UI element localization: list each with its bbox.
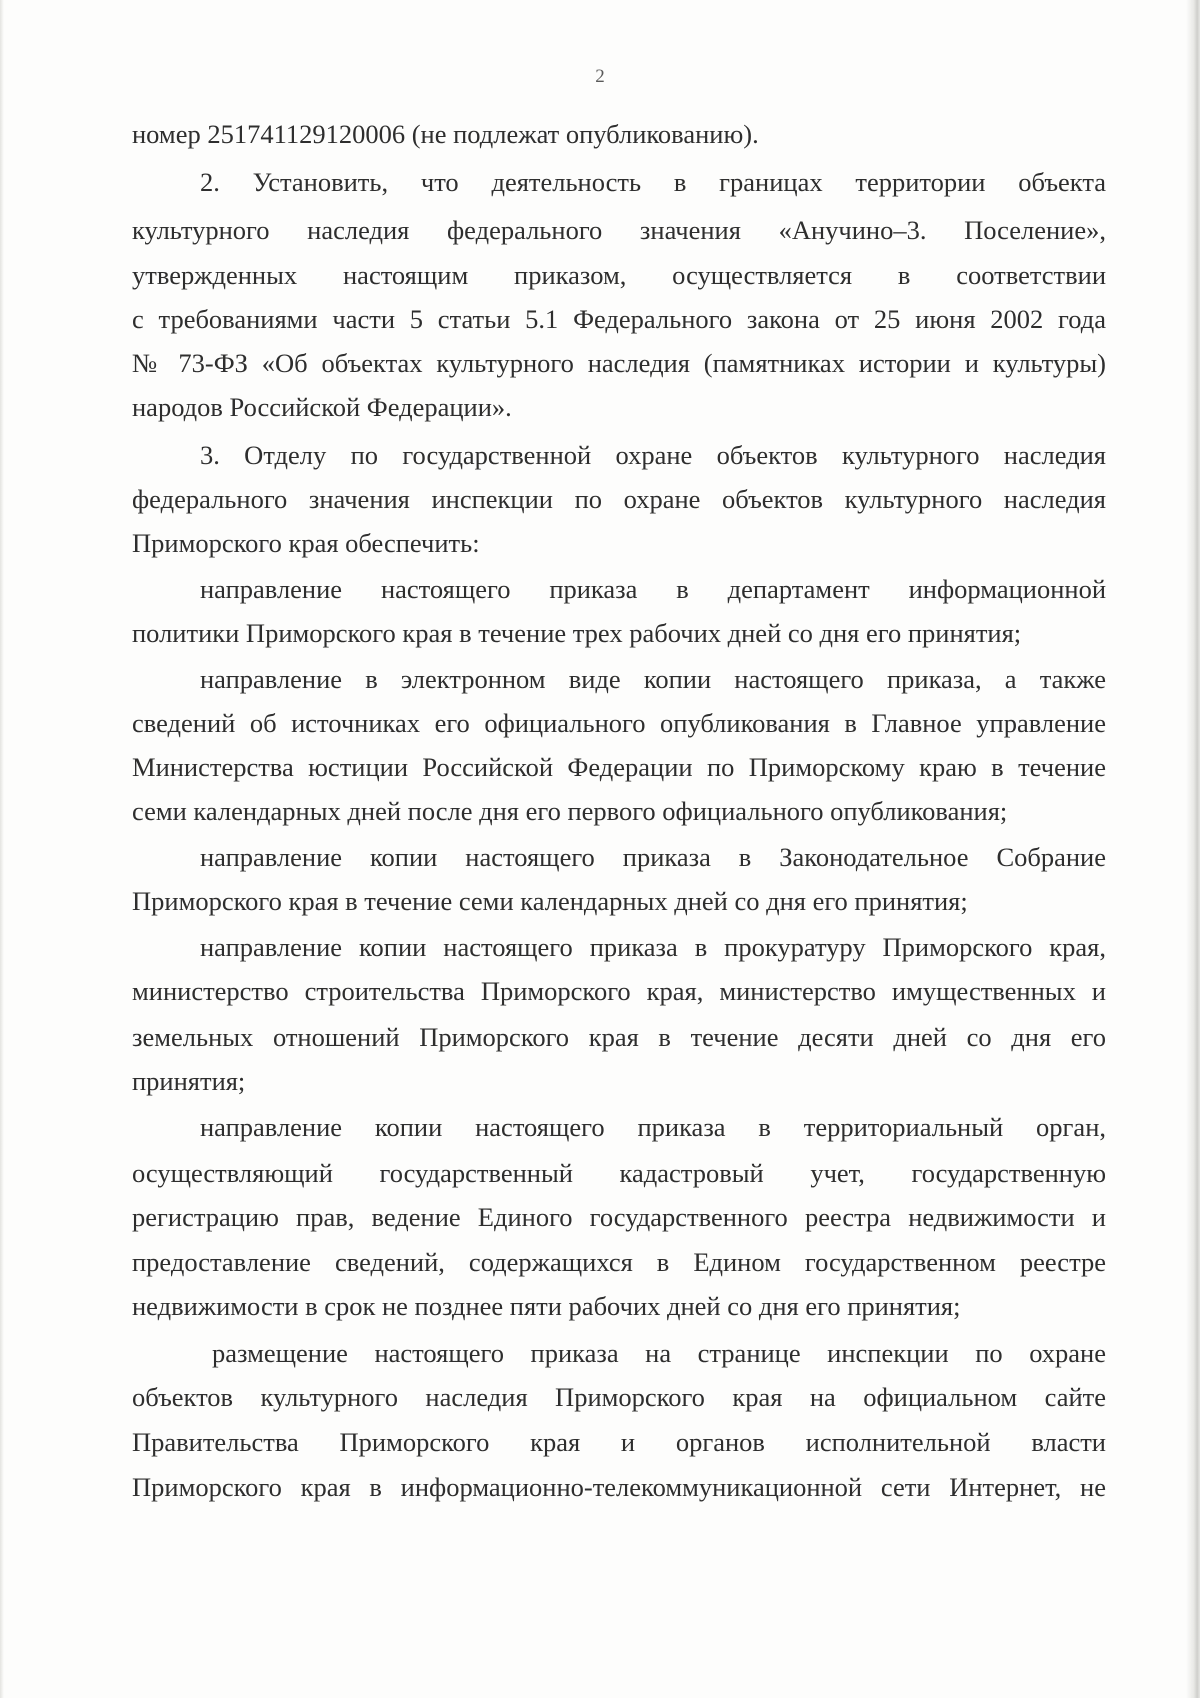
text-line: Министерства юстиции Российской Федерации по Приморскому краю в течение	[132, 752, 1106, 782]
text-line: 2. Установить, что деятельность в границах территории объекта	[200, 167, 1106, 197]
text-line: направление в электронном виде копии настоящего приказа, а также	[200, 664, 1106, 694]
text-line: регистрацию прав, ведение Единого государственного реестра недвижимости и	[132, 1202, 1106, 1232]
text-line: № 73-ФЗ «Об объектах культурного наследия (памятниках истории и культуры)	[132, 348, 1106, 378]
text-line: направление копии настоящего приказа в Законодательное Собрание	[200, 842, 1106, 872]
text-line: политики Приморского края в течение трех рабочих дней со дня его принятия;	[132, 618, 1022, 648]
text-line: направление настоящего приказа в департамент информационной	[200, 574, 1106, 604]
text-line: размещение настоящего приказа на странице инспекции по охране	[212, 1338, 1106, 1368]
text-line: номер 251741129120006 (не подлежат опубликованию).	[132, 119, 759, 149]
text-line: направление копии настоящего приказа в территориальный орган,	[200, 1112, 1106, 1142]
text-line: осуществляющий государственный кадастровый учет, государственную	[132, 1158, 1106, 1188]
text-line: направление копии настоящего приказа в прокуратуру Приморского края,	[200, 932, 1106, 962]
text-line: Правительства Приморского края и органов исполнительной власти	[132, 1427, 1106, 1457]
text-line: семи календарных дней после дня его первого официального опубликования;	[132, 796, 1008, 826]
text-line: объектов культурного наследия Приморского края на официальном сайте	[132, 1382, 1106, 1412]
text-line: народов Российской Федерации».	[132, 392, 512, 422]
text-line: недвижимости в срок не позднее пяти рабочих дней со дня его принятия;	[132, 1291, 961, 1321]
scan-right-edge	[1186, 0, 1200, 1698]
text-line: 3. Отделу по государственной охране объектов культурного наследия	[200, 440, 1106, 470]
scan-left-edge	[0, 0, 4, 1698]
text-line: с требованиями части 5 статьи 5.1 Федерального закона от 25 июня 2002 года	[132, 304, 1106, 334]
text-line: культурного наследия федерального значения «Анучино–3. Поселение»,	[132, 215, 1106, 245]
text-line: федерального значения инспекции по охране объектов культурного наследия	[132, 484, 1106, 514]
text-line: Приморского края в течение семи календарных дней со дня его принятия;	[132, 886, 968, 916]
page-number: 2	[595, 66, 605, 87]
text-line: Приморского края в информационно-телекоммуникационной сети Интернет, не	[132, 1472, 1106, 1502]
text-line: принятия;	[132, 1066, 246, 1096]
text-line: утвержденных настоящим приказом, осуществляется в соответствии	[132, 260, 1106, 290]
text-line: сведений об источниках его официального опубликования в Главное управление	[132, 708, 1106, 738]
text-line: земельных отношений Приморского края в течение десяти дней со дня его	[132, 1022, 1106, 1052]
text-line: предоставление сведений, содержащихся в Едином государственном реестре	[132, 1247, 1106, 1277]
text-line: министерство строительства Приморского края, министерство имущественных и	[132, 976, 1106, 1006]
text-line: Приморского края обеспечить:	[132, 528, 480, 558]
